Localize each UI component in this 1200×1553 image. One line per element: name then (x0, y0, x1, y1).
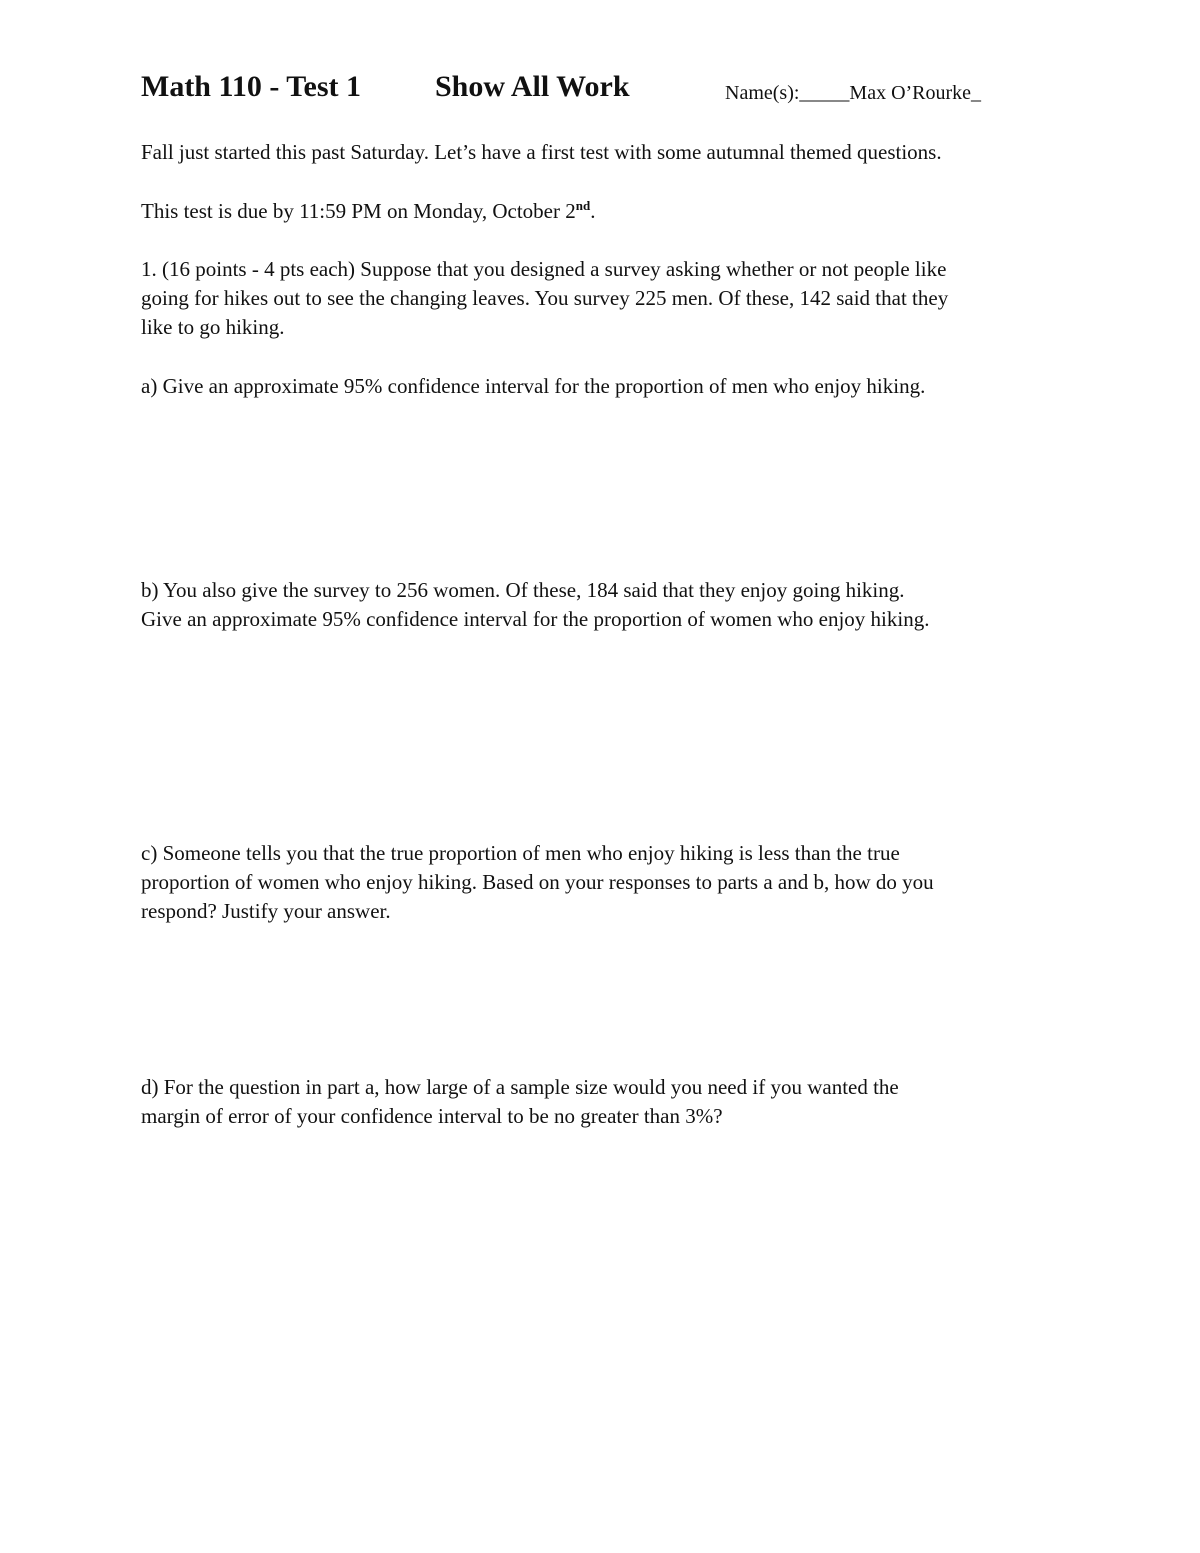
question-line: like to go hiking. (141, 315, 285, 339)
question-line: b) You also give the survey to 256 women. Of these, 184 said that they enjoy going hiking. (141, 578, 905, 602)
student-name-field: Name(s):_____Max O’Rourke_ (725, 82, 982, 104)
intro-paragraph (141, 138, 1076, 167)
question-line: proportion of women who enjoy hiking. Based on your responses to parts a and b, how do you (141, 870, 934, 894)
due-date-period: . (590, 199, 596, 223)
question-line: going for hikes out to see the changing leaves. You survey 225 men. Of these, 142 said that they (141, 286, 949, 310)
show-work-instruction: Show All Work (435, 70, 630, 103)
question-line: c) Someone tells you that the true proportion of men who enjoy hiking is less than the true (141, 841, 900, 865)
question-1d (141, 1073, 1076, 1131)
due-date-text (141, 197, 1076, 226)
question-line: margin of error of your confidence interval to be no greater than 3%? (141, 1104, 723, 1128)
test-title: Math 110 - Test 1 (141, 70, 362, 103)
question-line: respond? Justify your answer. (141, 899, 391, 923)
question-line: a) Give an approximate 95% confidence interval for the proportion of men who enjoy hiking. (141, 374, 926, 398)
intro-text: Fall just started this past Saturday. Let’s have a first test with some autumnal themed questions. (141, 140, 942, 164)
due-date-paragraph (141, 197, 1076, 226)
due-date-main: This test is due by 11:59 PM on Monday, October 2 (141, 199, 576, 223)
question-1b (141, 576, 1076, 634)
question-line: 1. (16 points - 4 pts each) Suppose that you designed a survey asking whether or not people like (141, 257, 947, 281)
question-1c (141, 839, 1076, 926)
question-line: d) For the question in part a, how large of a sample size would you need if you wanted the (141, 1075, 899, 1099)
question-line: Give an approximate 95% confidence interval for the proportion of women who enjoy hiking. (141, 607, 930, 631)
test-header (141, 70, 1061, 114)
question-1a (141, 372, 1076, 401)
due-date-ordinal: nd (575, 198, 591, 213)
question-1 (141, 255, 1076, 342)
